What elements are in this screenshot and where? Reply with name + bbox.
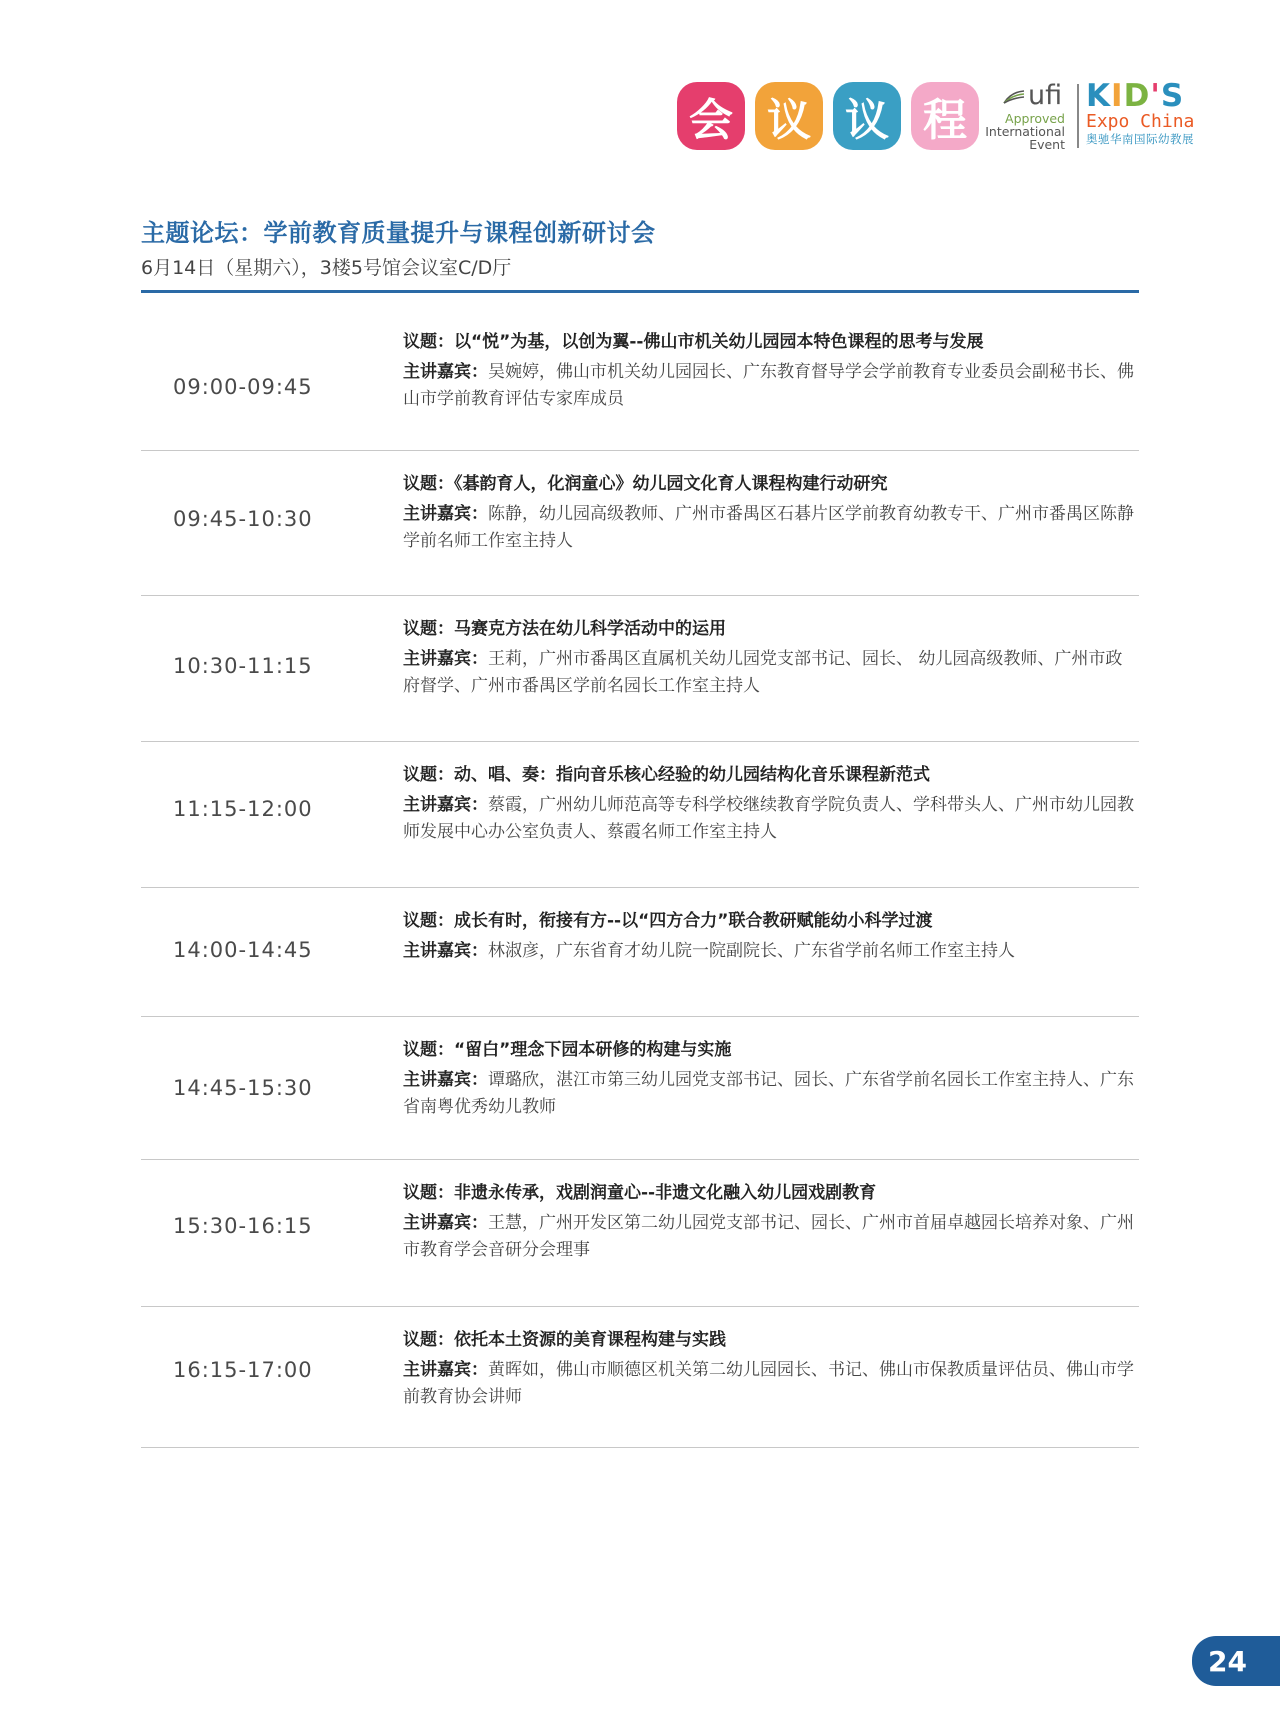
speaker-label: 主讲嘉宾：	[403, 362, 488, 382]
forum-title: 主题论坛：学前教育质量提升与课程创新研讨会	[141, 219, 656, 247]
ufi-international-text: International	[985, 124, 1065, 139]
session-time: 09:00-09:45	[173, 375, 313, 399]
kids-chinese-name: 奥驰华南国际幼教展	[1086, 132, 1194, 146]
speaker-label: 主讲嘉宾：	[403, 795, 488, 815]
agenda-row	[141, 1017, 1139, 1160]
session-time: 14:45-15:30	[173, 1076, 313, 1100]
session-topic: 议题：以“悦”为基，以创为翼--佛山市机关幼儿园园本特色课程的思考与发展	[403, 332, 984, 352]
speaker-details: 王慧，广州开发区第二幼儿园党支部书记、园长、广州市首届卓越园长培养对象、广州市教育学会音研分会理事	[403, 1213, 1134, 1260]
session-speaker	[403, 359, 1139, 413]
speaker-label: 主讲嘉宾：	[403, 941, 488, 961]
session-topic: 议题：马赛克方法在幼儿科学活动中的运用	[403, 619, 726, 639]
agenda-row	[141, 451, 1139, 596]
session-topic: 议题：《碁韵育人，化润童心》幼儿园文化育人课程构建行动研究	[403, 474, 888, 494]
agenda-row	[141, 1307, 1139, 1448]
session-speaker	[403, 646, 1139, 700]
kids-letter: I	[1111, 78, 1124, 114]
session-speaker	[403, 1067, 1139, 1121]
session-time: 11:15-12:00	[173, 797, 313, 821]
session-time: 14:00-14:45	[173, 938, 313, 962]
title-tile: 议	[755, 82, 823, 150]
session-content	[403, 469, 1139, 555]
speaker-label: 主讲嘉宾：	[403, 649, 488, 669]
session-topic: 议题：动、唱、奏：指向音乐核心经验的幼儿园结构化音乐课程新范式	[403, 765, 930, 785]
session-topic: 议题：“留白”理念下园本研修的构建与实施	[403, 1040, 732, 1060]
speaker-label: 主讲嘉宾：	[403, 1360, 488, 1380]
speaker-label: 主讲嘉宾：	[403, 504, 488, 524]
speaker-details: 谭璐欣，湛江市第三幼儿园党支部书记、园长、广东省学前名园长工作室主持人、广东省南粤优秀幼儿教师	[403, 1070, 1134, 1117]
speaker-details: 黄晖如，佛山市顺德区机关第二幼儿园园长、书记、佛山市保教质量评估员、佛山市学前教育协会讲师	[403, 1360, 1134, 1407]
ufi-approved-text: Approved	[1005, 111, 1065, 126]
session-content	[403, 1178, 1139, 1264]
session-speaker	[403, 1210, 1139, 1264]
row-divider	[141, 1447, 1139, 1448]
session-speaker	[403, 501, 1139, 555]
session-content	[403, 906, 1139, 965]
session-topic: 议题：依托本土资源的美育课程构建与实践	[403, 1330, 726, 1350]
ufi-mark-text: ufi	[1028, 80, 1063, 111]
session-content	[403, 760, 1139, 846]
page-number: 24	[1208, 1644, 1247, 1678]
kids-letter: K	[1086, 78, 1112, 114]
agenda-row	[141, 309, 1139, 451]
speaker-details: 林淑彦，广东省育才幼儿院一院副院长、广东省学前名师工作室主持人	[488, 941, 1015, 961]
kids-letter: D	[1123, 78, 1151, 114]
speaker-details: 蔡霞，广州幼儿师范高等专科学校继续教育学院负责人、学科带头人、广州市幼儿园教师发展中心办公室负责人、蔡霞名师工作室主持人	[403, 795, 1134, 842]
session-speaker	[403, 1357, 1139, 1411]
agenda-row	[141, 888, 1139, 1017]
title-tile: 程	[911, 82, 979, 150]
agenda-row	[141, 596, 1139, 742]
forum-date-venue: 6月14日（星期六），3楼5号馆会议室C/D厅	[141, 257, 512, 279]
session-speaker	[403, 792, 1139, 846]
session-time: 16:15-17:00	[173, 1358, 313, 1382]
session-content	[403, 1035, 1139, 1121]
session-time: 09:45-10:30	[173, 507, 313, 531]
session-topic: 议题：非遗永传承，戏剧润童心--非遗文化融入幼儿园戏剧教育	[403, 1183, 877, 1203]
kids-expo-text: Expo China	[1086, 111, 1195, 132]
session-content	[403, 327, 1139, 413]
session-time: 10:30-11:15	[173, 654, 313, 678]
speaker-details: 吴婉婷，佛山市机关幼儿园园长、广东教育督导学会学前教育专业委员会副秘书长、佛山市学前教育评估专家库成员	[403, 362, 1134, 409]
page-number-badge	[1192, 1636, 1280, 1686]
ufi-event-text: Event	[1029, 137, 1065, 152]
agenda-row	[141, 1160, 1139, 1307]
speaker-details: 陈静，幼儿园高级教师、广州市番禺区石碁片区学前教育幼教专干、广州市番禺区陈静学前名师工作室主持人	[403, 504, 1134, 551]
agenda-row	[141, 742, 1139, 888]
title-tile: 会	[677, 82, 745, 150]
session-speaker	[403, 938, 1139, 965]
speaker-label: 主讲嘉宾：	[403, 1213, 488, 1233]
session-content	[403, 614, 1139, 700]
session-content	[403, 1325, 1139, 1411]
session-topic: 议题：成长有时，衔接有方--以“四方合力”联合教研赋能幼小科学过渡	[403, 911, 933, 931]
kids-letter: '	[1150, 78, 1161, 114]
title-tile: 议	[833, 82, 901, 150]
session-time: 15:30-16:15	[173, 1214, 313, 1238]
speaker-details: 王莉，广州市番禺区直属机关幼儿园党支部书记、园长、 幼儿园高级教师、广州市政府督学、广州市番禺区学前名园长工作室主持人	[403, 649, 1123, 696]
kids-letter: S	[1160, 78, 1185, 114]
speaker-label: 主讲嘉宾：	[403, 1070, 488, 1090]
